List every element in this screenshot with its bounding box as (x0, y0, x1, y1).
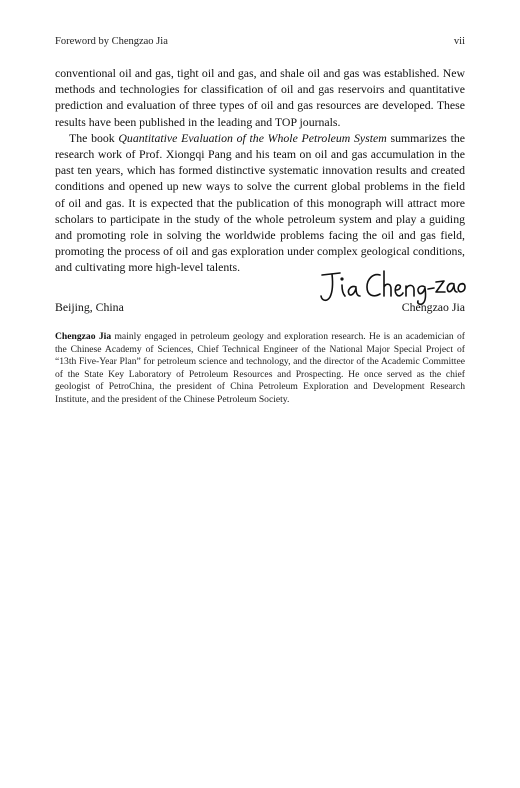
bio-text: mainly engaged in petroleum geology and exploration research. He is an academician of the Chinese Academy of Sciences, Chief Technical Engineer of the National Major Special Project of “13th Five-Year Plan” for petroleum science and technology, and the director of the Academic Committee of the State Key Laboratory of Petroleum Resources and Prospecting. He once served as the chief geologist of PetroChina, the president of China Petroleum Exploration and Development Research Institute, and the president of the Chinese Petroleum Society. (55, 331, 466, 405)
foreword-body (55, 65, 465, 276)
running-title: Foreword by Chengzao Jia (55, 36, 168, 47)
bio-name: Chengzao Jia (55, 331, 112, 342)
author-bio (55, 331, 465, 407)
paragraph-1: conventional oil and gas, tight oil and gas, and shale oil and gas was established. New methods and technologies for classification of oil and gas reservoirs and quantitative prediction and evaluation of three types of oil and gas resources are developed. These results have been published in the leading and TOP journals. (55, 66, 465, 129)
paragraph-2-lead: The book (69, 130, 119, 145)
paragraph-2-rest: summarizes the research work of Prof. Xiongqi Pang and his team on oil and gas accumulation in the past ten years, which has formed distinctive systematic innovation results and created conditions and opened up new ways to solve the current global problems in the field of oil and gas. It is expected that the publication of this monograph will attract more scholars to participate in the study of the whole petroleum system and play a guiding and promoting role in solving the worldwide problems facing the oil and gas field, promoting the process of oil and gas exploration under complex geological conditions, and cultivating more high-level talents. (55, 130, 465, 275)
page-number: vii (453, 36, 465, 47)
signoff-name: Chengzao Jia (401, 300, 465, 314)
paragraph-2 (55, 130, 465, 276)
book-title: Quantitative Evaluation of the Whole Petroleum System (118, 130, 387, 145)
running-header (55, 36, 465, 50)
signoff-line (55, 300, 465, 316)
signoff-location: Beijing, China (55, 300, 124, 314)
